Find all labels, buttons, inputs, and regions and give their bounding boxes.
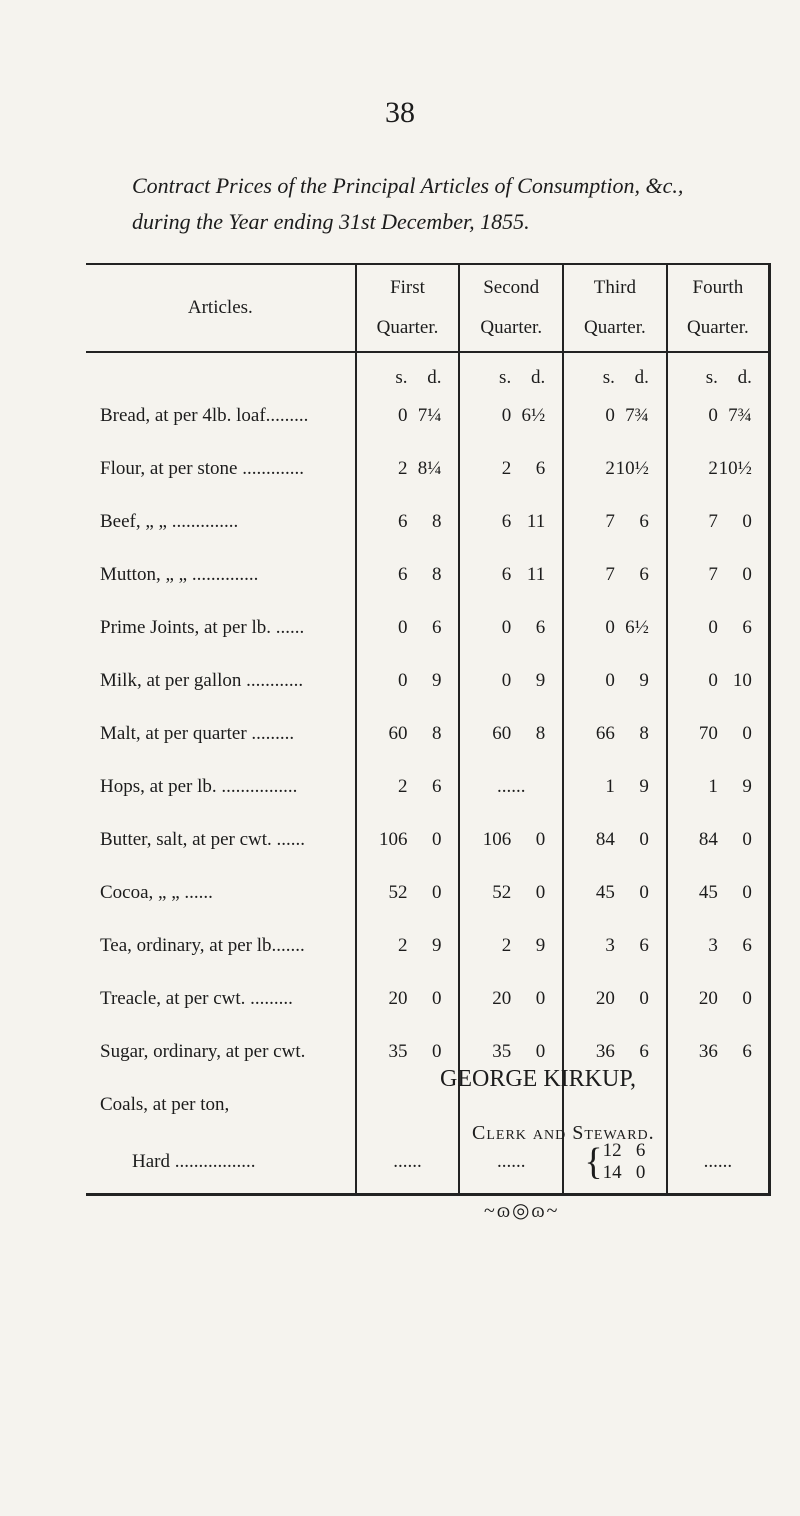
price-cell-q2: 0 9 (459, 654, 563, 707)
header-second-quarter: Second Quarter. (459, 264, 563, 352)
article-label: Tea, ordinary, at per lb....... (100, 934, 305, 956)
title-line-1: Contract Prices of the Principal Articles of Consumption, &c., (132, 173, 684, 198)
price-cell-q3: 7 6 (563, 495, 667, 548)
price-cell-q1: 52 0 (356, 866, 460, 919)
article-label: Prime Joints, at per lb. ...... (100, 616, 305, 638)
header-third-quarter: Third Quarter. (563, 264, 667, 352)
price-cell-q1: 0 6 (356, 601, 460, 654)
header-fourth-quarter: Fourth Quarter. (667, 264, 770, 352)
price-cell-q3: 66 8 (563, 707, 667, 760)
table-row (86, 548, 770, 601)
table-row (86, 495, 770, 548)
article-label: Butter, salt, at per cwt. ...... (100, 828, 306, 850)
price-cell-q3: 1 9 (563, 760, 667, 813)
article-label: Beef, „ „ .............. (100, 510, 239, 532)
table-row (86, 1131, 770, 1195)
article-label: Hops, at per lb. ................ (100, 775, 298, 797)
table-row (86, 1078, 770, 1131)
table-row (86, 442, 770, 495)
price-cell-q3: 0 7¾ (563, 389, 667, 442)
prices-table (86, 263, 771, 1196)
price-cell-q2: 52 0 (459, 866, 563, 919)
price-cell-q1: 35 0 (356, 1025, 460, 1078)
article-label: Milk, at per gallon ............ (100, 669, 304, 691)
price-cell-q4: 7 0 (667, 495, 770, 548)
price-cell-q1: 6 8 (356, 495, 460, 548)
price-cell-q3: 84 0 (563, 813, 667, 866)
price-cell-q4: 84 0 (667, 813, 770, 866)
price-cell-q1: 0 9 (356, 654, 460, 707)
article-label: Mutton, „ „ .............. (100, 563, 259, 585)
price-cell-q1: 60 8 (356, 707, 460, 760)
article-label: Flour, at per stone ............. (100, 457, 304, 479)
price-cell-q1: 2 6 (356, 760, 460, 813)
table-row (86, 972, 770, 1025)
price-cell-q1: 106 0 (356, 813, 460, 866)
price-cell-q2: 106 0 (459, 813, 563, 866)
table-row (86, 760, 770, 813)
price-cell-q4: 45 0 (667, 866, 770, 919)
table-row (86, 919, 770, 972)
table-row (86, 813, 770, 866)
price-cell-q4: 210½ (667, 442, 770, 495)
price-cell-q3: 3 6 (563, 919, 667, 972)
price-cell-q2: 20 0 (459, 972, 563, 1025)
brace-glyph: { (584, 1141, 603, 1183)
page-title (132, 168, 772, 240)
header-first-quarter: First Quarter. (356, 264, 460, 352)
price-cell-q2: ...... (459, 1131, 563, 1195)
price-cell-q2: 0 6 (459, 601, 563, 654)
price-cell-q1: 0 7¼ (356, 389, 460, 442)
price-cell-q4: 1 9 (667, 760, 770, 813)
price-cell-q2: 35 0 (459, 1025, 563, 1078)
price-cell-q2: 6 11 (459, 495, 563, 548)
price-cell-q4: 36 6 (667, 1025, 770, 1078)
table-row (86, 654, 770, 707)
price-cell-q2: 60 8 (459, 707, 563, 760)
article-label: Sugar, ordinary, at per cwt. (100, 1040, 306, 1062)
price-cell-q2: 0 6½ (459, 389, 563, 442)
price-cell-q4: 20 0 (667, 972, 770, 1025)
price-cell-q1: 20 0 (356, 972, 460, 1025)
price-cell-q4: 0 10 (667, 654, 770, 707)
ornament-flourish: ~ɷ◎ɷ~ (484, 1200, 560, 1222)
price-cell-q2: ...... (459, 760, 563, 813)
article-label: Bread, at per 4lb. loaf......... (100, 404, 309, 426)
signature: GEORGE KIRKUP, (440, 1066, 637, 1092)
article-label: Cocoa, „ „ ...... (100, 881, 213, 903)
price-cell-q4: 7 0 (667, 548, 770, 601)
price-cell-q1: 6 8 (356, 548, 460, 601)
price-cell-q4: 3 6 (667, 919, 770, 972)
table-row (86, 389, 770, 442)
signature-role: Clerk and Steward. (472, 1122, 655, 1144)
table-row (86, 601, 770, 654)
price-cell-q2: 2 9 (459, 919, 563, 972)
price-cell-q2: 2 6 (459, 442, 563, 495)
price-cell-q3: 0 6½ (563, 601, 667, 654)
price-cell-q1: 2 9 (356, 919, 460, 972)
article-label: Hard ................. (132, 1151, 256, 1172)
price-cell-q1: 2 8¼ (356, 442, 460, 495)
article-label: Coals, at per ton, (100, 1093, 230, 1115)
price-cell-q2: 6 11 (459, 548, 563, 601)
price-cell-q3: 20 0 (563, 972, 667, 1025)
table-row (86, 866, 770, 919)
price-cell-q4: ...... (667, 1131, 770, 1195)
price-cell-q3: 45 0 (563, 866, 667, 919)
price-cell-q3: 7 6 (563, 548, 667, 601)
price-cell-q3: 210½ (563, 442, 667, 495)
price-cell-q3: 36 6 (563, 1025, 667, 1078)
price-cell-q4: 70 0 (667, 707, 770, 760)
title-line-2: during the Year ending 31st December, 1855. (132, 209, 530, 234)
article-label: Treacle, at per cwt. ......... (100, 987, 293, 1009)
page-number: 38 (385, 96, 415, 129)
price-cell-q1: ...... (356, 1131, 460, 1195)
price-cell-q3: 0 9 (563, 654, 667, 707)
price-cell-q3: {12 6 14 0 (563, 1131, 667, 1195)
price-cell-q4: 0 7¾ (667, 389, 770, 442)
table-row (86, 707, 770, 760)
header-articles: Articles. (86, 264, 356, 352)
price-cell-q4: 0 6 (667, 601, 770, 654)
article-label: Malt, at per quarter ......... (100, 722, 295, 744)
unit-row: s. d. s. d. s. d. s. d. (86, 352, 770, 389)
table-header-row (86, 264, 770, 352)
table-row (86, 1025, 770, 1078)
